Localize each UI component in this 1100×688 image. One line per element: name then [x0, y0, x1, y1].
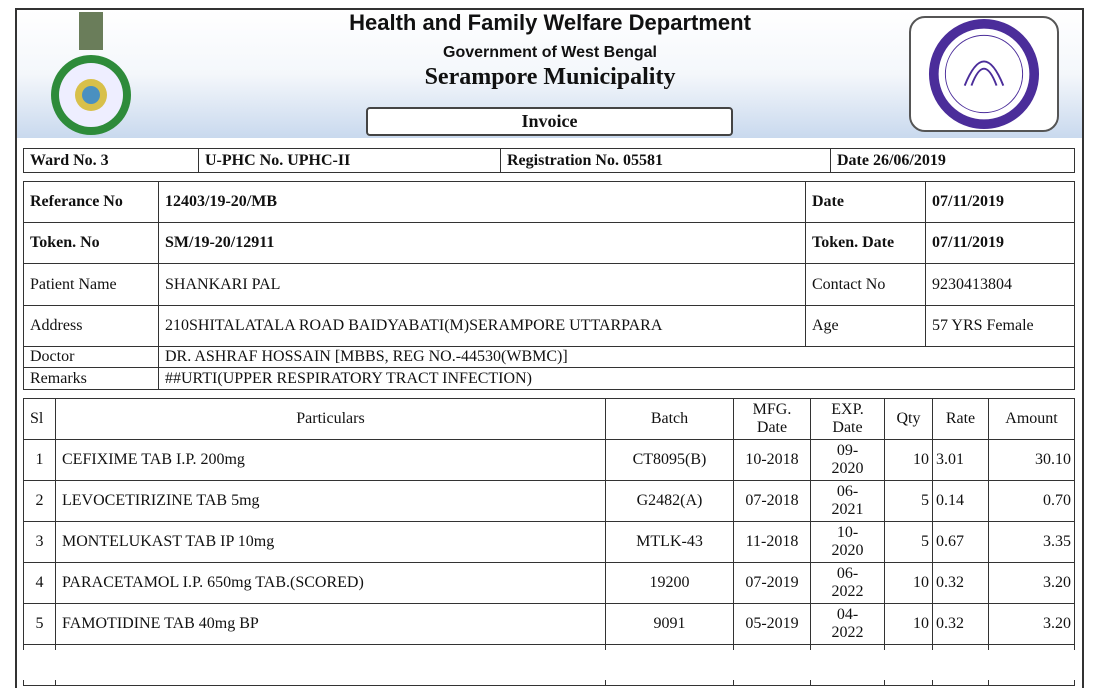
cell-particulars: FAMOTIDINE TAB 40mg BP — [56, 604, 606, 645]
invoice-title: Invoice — [366, 107, 733, 136]
age-label: Age — [806, 306, 926, 347]
department-title: Health and Family Welfare Department — [349, 10, 751, 35]
cell-rate: 0.32 — [933, 604, 989, 645]
table-row — [24, 604, 1075, 645]
address-value: 210SHITALATALA ROAD BAIDYABATI(M)SERAMPORE UTTARPARA — [159, 306, 806, 347]
address-label: Address — [24, 306, 159, 347]
token-date-label: Token. Date — [806, 223, 926, 264]
cell-amount: 3.20 — [989, 563, 1075, 604]
remarks-label: Remarks — [24, 368, 159, 390]
page-cutoff — [17, 650, 1082, 680]
cell-amount: 0.70 — [989, 481, 1075, 522]
reference-value: 12403/19-20/MB — [159, 182, 806, 223]
doctor-value: DR. ASHRAF HOSSAIN [MBBS, REG NO.-44530(WBMC)] — [159, 347, 1075, 368]
date-value: 07/11/2019 — [926, 182, 1075, 223]
cell-exp-date: 06-2021 — [811, 481, 885, 522]
ward-number: Ward No. 3 — [24, 149, 199, 173]
cell-batch: CT8095(B) — [606, 440, 734, 481]
col-header: Rate — [933, 399, 989, 440]
date-label: Date — [806, 182, 926, 223]
government-title: Government of West Bengal — [443, 44, 657, 61]
cell-particulars: CEFIXIME TAB I.P. 200mg — [56, 440, 606, 481]
doctor-label: Doctor — [24, 347, 159, 368]
cell-sl: 2 — [24, 481, 56, 522]
cell-exp-date: 04-2022 — [811, 604, 885, 645]
cell-mfg-date: 05-2019 — [734, 604, 811, 645]
col-header: Batch — [606, 399, 734, 440]
registration-date: Date 26/06/2019 — [831, 149, 1075, 173]
cell-sl: 3 — [24, 522, 56, 563]
cell-qty: 5 — [885, 481, 933, 522]
cell-amount: 3.35 — [989, 522, 1075, 563]
cell-sl: 5 — [24, 604, 56, 645]
cell-rate: 0.67 — [933, 522, 989, 563]
col-header: Sl — [24, 399, 56, 440]
summary-table — [23, 148, 1075, 173]
token-label: Token. No — [24, 223, 159, 264]
cell-exp-date: 06-2022 — [811, 563, 885, 604]
cell-batch: G2482(A) — [606, 481, 734, 522]
contact-value: 9230413804 — [926, 264, 1075, 306]
cell-mfg-date: 10-2018 — [734, 440, 811, 481]
patient-info-table — [23, 181, 1075, 390]
cell-particulars: PARACETAMOL I.P. 650mg TAB.(SCORED) — [56, 563, 606, 604]
token-value: SM/19-20/12911 — [159, 223, 806, 264]
col-header: Particulars — [56, 399, 606, 440]
cell-sl: 4 — [24, 563, 56, 604]
contact-label: Contact No — [806, 264, 926, 306]
reference-label: Referance No — [24, 182, 159, 223]
table-row — [24, 563, 1075, 604]
cell-rate: 3.01 — [933, 440, 989, 481]
cell-mfg-date: 11-2018 — [734, 522, 811, 563]
cell-batch: 19200 — [606, 563, 734, 604]
uphc-number: U-PHC No. UPHC-II — [199, 149, 501, 173]
cell-rate: 0.32 — [933, 563, 989, 604]
cell-sl: 1 — [24, 440, 56, 481]
cell-batch: MTLK-43 — [606, 522, 734, 563]
cell-qty: 10 — [885, 440, 933, 481]
cell-exp-date: 09-2020 — [811, 440, 885, 481]
table-row — [24, 440, 1075, 481]
patient-name: SHANKARI PAL — [159, 264, 806, 306]
table-header-row — [24, 399, 1075, 440]
cell-mfg-date: 07-2018 — [734, 481, 811, 522]
municipality-title: Serampore Municipality — [424, 64, 676, 90]
col-header: Qty — [885, 399, 933, 440]
table-row — [24, 481, 1075, 522]
col-header: Amount — [989, 399, 1075, 440]
cell-qty: 10 — [885, 604, 933, 645]
col-header: MFG. Date — [734, 399, 811, 440]
cell-qty: 10 — [885, 563, 933, 604]
age-value: 57 YRS Female — [926, 306, 1075, 347]
medicine-table — [23, 398, 1075, 686]
patient-label: Patient Name — [24, 264, 159, 306]
cell-rate: 0.14 — [933, 481, 989, 522]
cell-qty: 5 — [885, 522, 933, 563]
cell-amount: 3.20 — [989, 604, 1075, 645]
cell-exp-date: 10-2020 — [811, 522, 885, 563]
cell-particulars: LEVOCETIRIZINE TAB 5mg — [56, 481, 606, 522]
remarks-value: ##URTI(UPPER RESPIRATORY TRACT INFECTION) — [159, 368, 1075, 390]
cell-batch: 9091 — [606, 604, 734, 645]
cell-particulars: MONTELUKAST TAB IP 10mg — [56, 522, 606, 563]
cell-mfg-date: 07-2019 — [734, 563, 811, 604]
registration-number: Registration No. 05581 — [501, 149, 831, 173]
cell-amount: 30.10 — [989, 440, 1075, 481]
table-row — [24, 522, 1075, 563]
token-date-value: 07/11/2019 — [926, 223, 1075, 264]
col-header: EXP. Date — [811, 399, 885, 440]
